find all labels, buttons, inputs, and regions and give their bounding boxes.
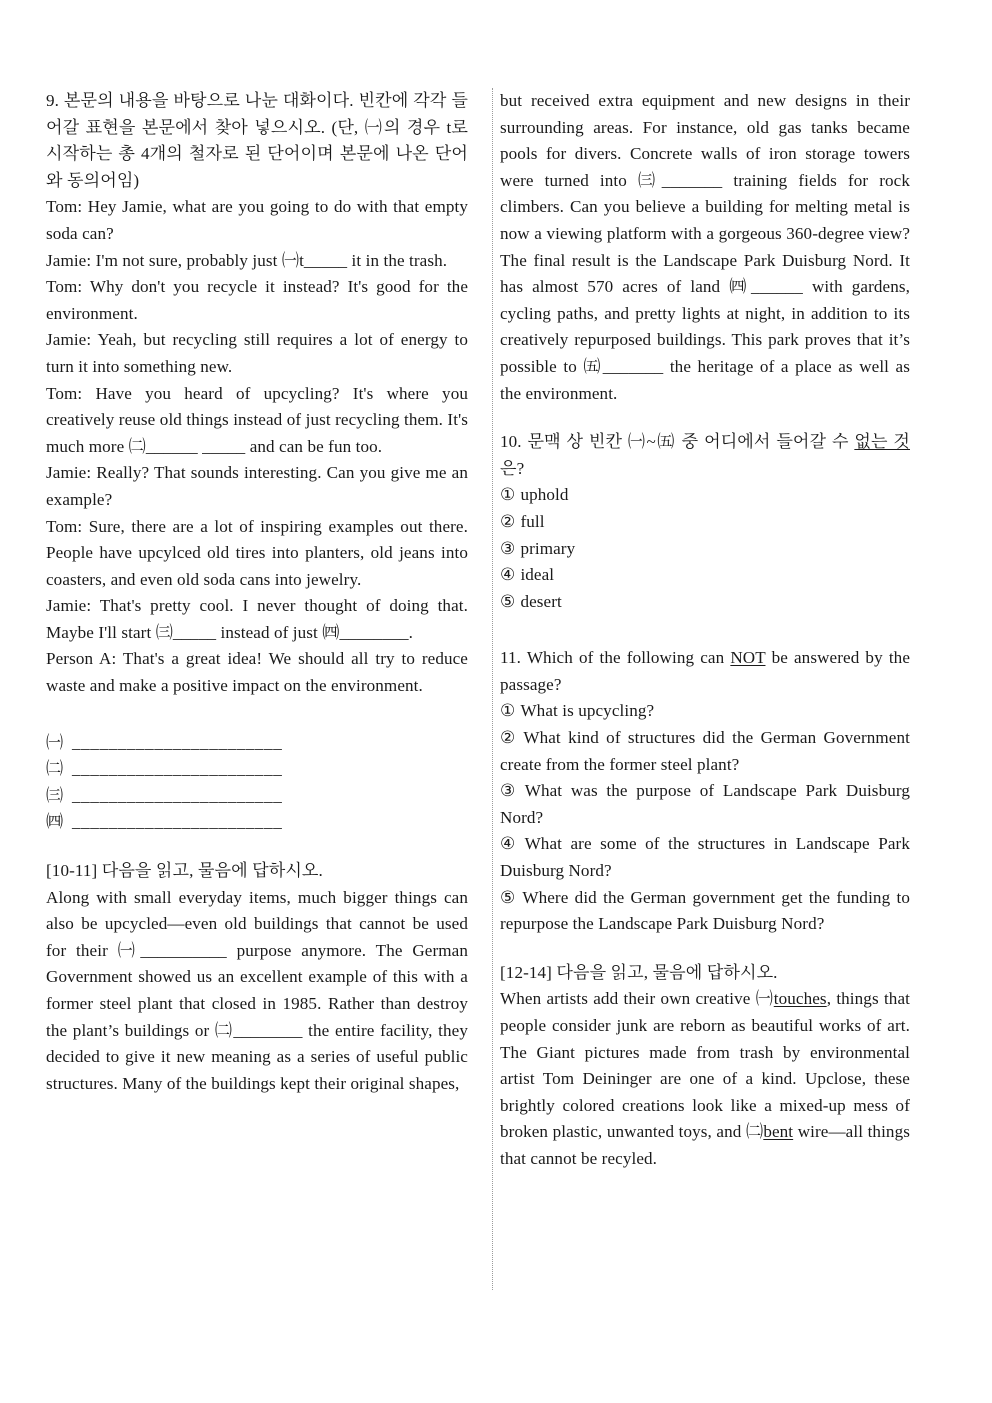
dialogue-line: Tom: Sure, there are a lot of inspiring examples out there. People have upcylced old tires into planters, old jeans into coasters, and even old soda cans into jewelry. bbox=[46, 516, 468, 589]
dialogue-line: Jamie: I'm not sure, probably just ㈠t_____ it in the trash. bbox=[46, 250, 448, 270]
choice-label: ideal bbox=[520, 565, 555, 585]
answer-rule: _______________________ bbox=[72, 812, 283, 832]
spacer bbox=[500, 407, 910, 429]
choice-number: ④ bbox=[500, 834, 520, 854]
choice-number: ① bbox=[500, 701, 516, 721]
dialogue-line: Jamie: That's pretty cool. I never thought of doing that. Maybe I'll start ㈢_____ instead of just ㈣________. bbox=[46, 596, 468, 642]
dialogue-line: Tom: Hey Jamie, what are you going to do with that empty soda can? bbox=[46, 197, 468, 243]
choice-item[interactable] bbox=[500, 536, 910, 563]
dialogue-line: Jamie: Really? That sounds interesting. Can you give me an example? bbox=[46, 463, 468, 509]
question-11-prompt-pre: 11. Which of the following can bbox=[500, 648, 731, 668]
question-10-emphasis: 없는 것 bbox=[854, 432, 910, 452]
choice-label: What is upcycling? bbox=[520, 701, 655, 721]
right-column bbox=[478, 88, 910, 1403]
marker-icon: ㈠ bbox=[755, 989, 774, 1009]
choice-number: ③ bbox=[500, 781, 520, 801]
choice-item[interactable] bbox=[500, 778, 910, 831]
marker-icon: ㈣ bbox=[46, 812, 64, 832]
answer-rule: _______________________ bbox=[72, 759, 283, 779]
choice-item[interactable] bbox=[500, 509, 910, 536]
dialogue-line: Jamie: Yeah, but recycling still requires a lot of energy to turn it into something new. bbox=[46, 330, 468, 376]
choice-number: ⑤ bbox=[500, 591, 516, 611]
marker-icon: ㈢ bbox=[46, 785, 64, 805]
choice-number: ② bbox=[500, 511, 516, 531]
answer-rule: _______________________ bbox=[72, 785, 283, 805]
choice-number: ① bbox=[500, 485, 516, 505]
choice-label: uphold bbox=[520, 485, 569, 505]
passage-12-14-heading: [12-14] 다음을 읽고, 물음에 답하시오. bbox=[500, 962, 778, 982]
passage-12-14-body bbox=[500, 986, 910, 1172]
dialogue-line: Tom: Why don't you recycle it instead? It's good for the environment. bbox=[46, 277, 468, 323]
choice-label: What was the purpose of Landscape Park Duisburg Nord? bbox=[500, 781, 910, 827]
choice-item[interactable] bbox=[500, 562, 910, 589]
marker-icon: ㈡ bbox=[46, 759, 64, 779]
answer-rule: _______________________ bbox=[72, 732, 283, 752]
passage-segment: wire—all things that cannot be recyled. bbox=[500, 1122, 910, 1168]
underlined-word: touches bbox=[773, 989, 827, 1009]
spacer bbox=[500, 938, 910, 960]
spacer bbox=[500, 615, 910, 645]
question-10-prompt-pre: 10. 문맥 상 빈칸 ㈠~㈤ 중 어디에서 들어갈 수 bbox=[500, 432, 855, 452]
choice-item[interactable] bbox=[500, 725, 910, 778]
marker-icon: ㈠ bbox=[46, 732, 64, 752]
choice-item[interactable] bbox=[500, 698, 910, 725]
choice-label: desert bbox=[520, 591, 562, 611]
choice-label: What are some of the structures in Landscape Park Duisburg Nord? bbox=[500, 834, 910, 881]
dialogue-line: Person A: That's a great idea! We should all try to reduce waste and make a positive impact on the environment. bbox=[46, 649, 468, 696]
question-10-prompt-post: 은? bbox=[500, 458, 525, 478]
choice-item[interactable] bbox=[500, 831, 910, 884]
choice-item[interactable] bbox=[500, 482, 910, 509]
underlined-word: bent bbox=[763, 1122, 794, 1142]
passage-segment: , things that people consider junk are reborn as beautiful works of art. The Giant pictures made from trash by environmental artist Tom Deininger are one of a kind. Upclose, these brightly colored creations look like a mixed-up mess of broken plastic, unwanted toys, and bbox=[500, 989, 910, 1142]
choice-label: Where did the German government get the funding to repurpose the Landscape Park Duisburg Nord? bbox=[500, 887, 910, 934]
question-11-prompt-post: be answered by the passage? bbox=[500, 648, 911, 694]
choice-label: What kind of structures did the German Government create from the former steel plant? bbox=[500, 728, 910, 774]
question-11-prompt bbox=[500, 645, 910, 698]
question-9-prompt: 9. 본문의 내용을 바탕으로 나눈 대화이다. 빈칸에 각각 들어갈 표현을 본문에서 찾아 넣으시오. (단, ㈠의 경우 t로 시작하는 총 4개의 철자로 된 단어이며 본문에 나온 단어와 동의어임) bbox=[46, 91, 468, 190]
answer-blank-row[interactable] bbox=[46, 756, 468, 783]
left-column bbox=[46, 88, 478, 1403]
passage-segment: When artists add their own creative bbox=[500, 989, 756, 1009]
question-11-emphasis: NOT bbox=[730, 648, 766, 668]
choice-label: primary bbox=[520, 538, 576, 558]
spacer bbox=[46, 836, 468, 858]
passage-10-11-continued: but received extra equipment and new designs in their surrounding areas. For instance, old gas tanks became pools for divers. Concrete walls of iron storage towers were turned into ㈢_______ training fields for rock climbers. Can you believe a building for melting metal is now a viewing platform with a gorgeous 360-degree view? The final result is the Landscape Park Duisburg Nord. It has almost 570 acres of land ㈣______ with gardens, cycling paths, and pretty lights at night, in addition to its creatively repurposed buildings. This park proves that it’s possible to ㈤_______ the heritage of a place as well as the environment. bbox=[500, 91, 910, 403]
answer-blank-row[interactable] bbox=[46, 730, 468, 757]
answer-blank-row[interactable] bbox=[46, 783, 468, 810]
choice-item[interactable] bbox=[500, 885, 910, 938]
choice-number: ④ bbox=[500, 565, 516, 585]
question-10-prompt bbox=[500, 429, 910, 482]
choice-number: ② bbox=[500, 728, 519, 748]
dialogue-line: Tom: Have you heard of upcycling? It's where you creatively reuse old things instead of just recycling them. It's much more ㈡______ _____ and can be fun too. bbox=[46, 383, 468, 456]
passage-10-11-heading: [10-11] 다음을 읽고, 물음에 답하시오. bbox=[46, 861, 323, 881]
choice-label: full bbox=[520, 511, 545, 531]
marker-icon: ㈡ bbox=[745, 1122, 764, 1142]
choice-number: ③ bbox=[500, 538, 516, 558]
spacer bbox=[46, 700, 468, 730]
passage-10-11-body: Along with small everyday items, much bigger things can also be upcycled—even old buildings that cannot be used for their ㈠__________ purpose anymore. The German Government showed us an excellent example of this with a former steel plant that closed in 1985. Rather than destroy the plant’s buildings or ㈡________ the entire facility, they decided to give it new meaning as a series of useful public structures. Many of the buildings kept their original shapes, bbox=[46, 887, 468, 1093]
choice-number: ⑤ bbox=[500, 887, 518, 907]
answer-blank-row[interactable] bbox=[46, 809, 468, 836]
choice-item[interactable] bbox=[500, 589, 910, 616]
